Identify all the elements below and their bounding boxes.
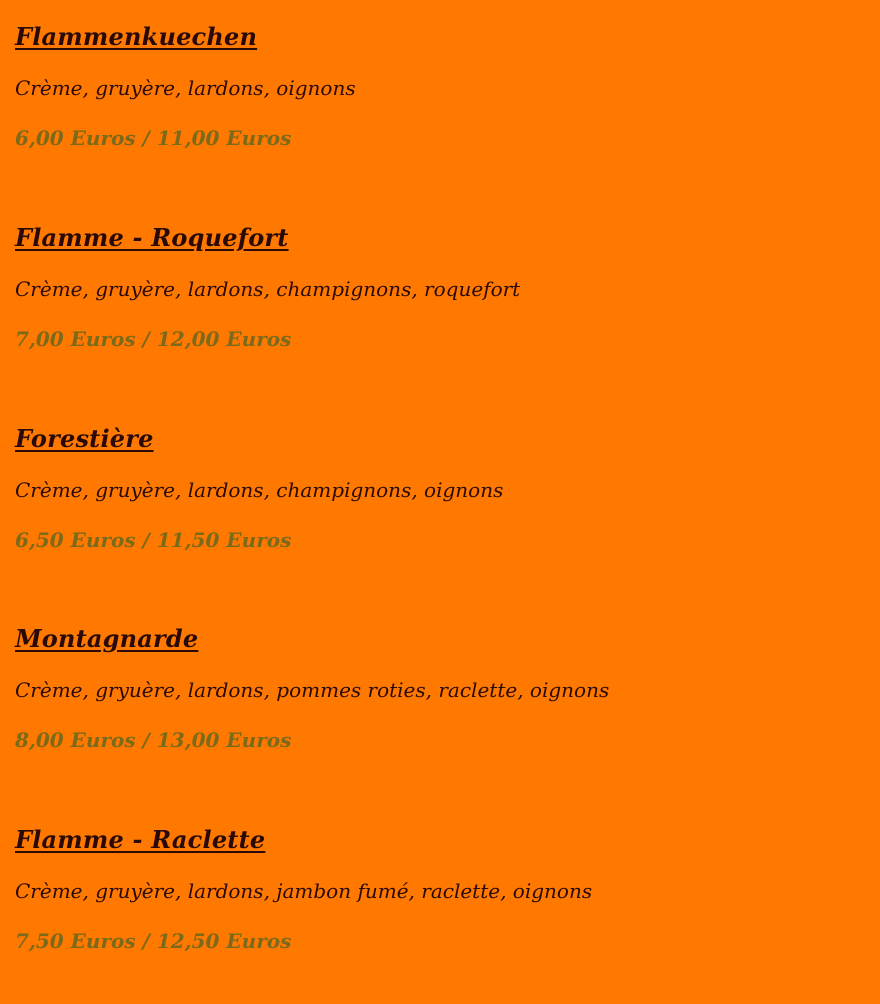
menu-item-title: Flamme - Raclette	[15, 825, 266, 854]
menu-item-price: 7,50 Euros / 12,50 Euros	[15, 929, 292, 953]
menu-item-flamme-roquefort	[15, 201, 880, 402]
menu-item-ingredients: Crème, gruyère, lardons, champignons, oignons	[15, 478, 504, 502]
menu-item-forestiere	[15, 402, 880, 602]
menu-item-title: Flamme - Roquefort	[15, 223, 289, 252]
menu-item-title: Forestière	[15, 424, 154, 453]
menu-item-title: Montagnarde	[15, 624, 199, 653]
faint-watermark-text	[352, 77, 462, 99]
menu-item-ingredients: Crème, gruyère, lardons, oignons	[15, 76, 356, 100]
menu-item-ingredients: Crème, gruyère, lardons, jambon fumé, raclette, oignons	[15, 879, 593, 903]
menu-item-title: Flammenkuechen	[15, 22, 258, 51]
menu-item-flamme-raclette	[15, 803, 880, 1004]
menu-item-price: 8,00 Euros / 13,00 Euros	[15, 728, 292, 752]
menu-item-ingredients: Crème, gruyère, lardons, champignons, roquefort	[15, 277, 521, 301]
menu-item-ingredients: Crème, gryuère, lardons, pommes roties, raclette, oignons	[15, 678, 610, 702]
menu-item-flammenkuechen	[15, 0, 880, 201]
menu-item-price: 6,00 Euros / 11,00 Euros	[15, 126, 292, 150]
menu-item-montagnarde	[15, 602, 880, 803]
menu-item-price: 6,50 Euros / 11,50 Euros	[15, 528, 292, 552]
menu-item-price: 7,00 Euros / 12,00 Euros	[15, 327, 292, 351]
